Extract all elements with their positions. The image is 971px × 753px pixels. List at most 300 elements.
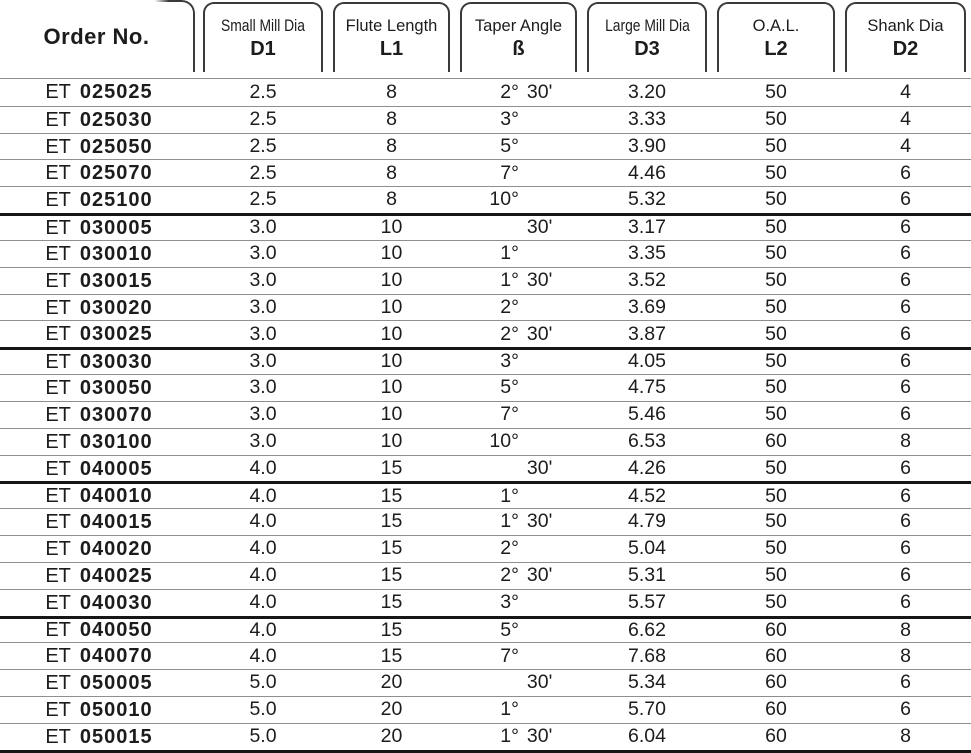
order-number: 040070 [79,645,153,668]
order-prefix: ET [45,269,71,292]
taper-degrees: 1° [500,268,519,291]
cell-d2: 4 [900,134,911,157]
order-prefix: ET [45,323,71,346]
cell-d3: 4.46 [628,161,666,184]
cell-taper-angle [455,484,582,507]
cell-l1: 8 [386,107,397,130]
cell-taper-angle [455,218,582,238]
cell-d1: 4.0 [249,510,277,533]
order-cell [0,218,198,238]
column-title: Large Mill Dia [604,16,690,35]
table-row [0,320,971,347]
order-cell [0,378,198,398]
order-prefix: ET [45,135,71,158]
cell-d3: 5.57 [628,590,666,613]
table-row [0,455,971,482]
cell-l1: 10 [380,295,403,318]
order-cell [0,486,198,506]
header-cell [328,2,455,72]
cell-d1: 3.0 [249,216,277,239]
taper-minutes: 30' [526,564,553,587]
cell-taper-angle [455,566,582,586]
cell-taper-angle [455,80,582,103]
order-number: 025070 [79,162,153,185]
order-cell [0,324,198,344]
table-row [0,696,971,723]
cell-taper-angle [455,134,582,157]
order-cell [0,190,198,210]
order-number: 040050 [79,619,153,642]
column-symbol: D1 [250,37,276,60]
order-number: 030015 [79,269,153,292]
order-number: 040025 [79,564,153,587]
cell-d1: 3.0 [249,403,277,426]
order-prefix: ET [45,242,71,265]
order-number: 040030 [79,591,153,614]
table-row [0,669,971,696]
order-number: 030025 [79,323,153,346]
cell-d3: 6.53 [628,429,666,452]
cell-d2: 6 [900,268,911,291]
cell-d2: 6 [900,322,911,345]
cell-d3: 4.26 [628,456,666,479]
cell-l2: 50 [765,510,787,533]
order-prefix: ET [45,296,71,319]
cell-l2: 60 [765,671,787,694]
cell-d3: 5.70 [628,698,666,721]
cell-d1: 5.0 [249,698,277,721]
order-number: 025100 [79,189,153,212]
cell-d2: 6 [900,510,911,533]
taper-degrees: 7° [500,403,519,426]
taper-degrees: 10° [489,188,519,211]
cell-d1: 4.0 [249,484,277,507]
order-prefix: ET [45,162,71,185]
cell-l2: 60 [765,698,787,721]
cell-l1: 10 [380,350,403,373]
taper-degrees: 5° [500,134,519,157]
order-prefix: ET [45,189,71,212]
order-cell [0,244,198,264]
cell-l2: 50 [765,242,787,265]
cell-l1: 8 [386,134,397,157]
order-cell [0,82,198,102]
column-symbol: D2 [892,37,919,60]
order-number: 025025 [79,81,153,104]
cell-l2: 50 [765,322,787,345]
cell-l1: 10 [380,322,403,345]
taper-minutes: 30' [526,510,553,533]
order-cell [0,432,198,452]
cell-d3: 3.33 [628,107,666,130]
cell-d3: 5.32 [628,188,666,211]
order-cell [0,298,198,318]
table-row [0,723,971,750]
taper-degrees: 2° [500,295,519,318]
order-cell [0,700,198,720]
cell-l2: 50 [765,295,787,318]
table-row [0,267,971,294]
taper-minutes: 30' [526,456,553,479]
order-cell [0,271,198,291]
table-row [0,535,971,562]
cell-d1: 2.5 [249,161,277,184]
taper-degrees: 3° [500,590,519,613]
cell-d2: 6 [900,216,911,239]
taper-degrees: 3° [500,107,519,130]
taper-minutes: 30' [526,80,553,103]
cell-l1: 10 [380,429,403,452]
table-row [0,562,971,589]
taper-degrees: 5° [500,376,519,399]
cell-l1: 10 [380,242,403,265]
cell-d1: 3.0 [249,322,277,345]
order-number: 040020 [79,537,153,560]
column-symbol: ß [512,37,525,60]
cell-l1: 20 [380,671,403,694]
order-prefix: ET [45,698,71,721]
cell-l1: 8 [386,161,397,184]
cell-d2: 6 [900,484,911,507]
cell-l1: 20 [380,698,403,721]
order-number: 050010 [79,698,153,721]
cell-l1: 15 [380,564,403,587]
order-number: 040015 [79,511,153,534]
taper-degrees: 1° [500,510,519,533]
cell-l2: 50 [765,564,787,587]
column-symbol: D3 [634,37,660,60]
cell-d2: 4 [900,80,911,103]
cell-d1: 4.0 [249,537,277,560]
cell-d3: 5.34 [628,671,666,694]
cell-taper-angle [455,295,582,318]
order-number: 030050 [79,377,153,400]
cell-d3: 3.17 [628,216,666,239]
order-cell [0,110,198,130]
cell-d2: 6 [900,537,911,560]
cell-d1: 4.0 [249,590,277,613]
column-symbol: L2 [764,37,788,60]
cell-d3: 3.20 [628,80,666,103]
column-title: Small Mill Dia [221,16,305,35]
cell-d2: 6 [900,295,911,318]
cell-l1: 15 [380,537,403,560]
table-row [0,481,971,508]
table-row [0,401,971,428]
cell-d1: 4.0 [249,644,277,667]
cell-d2: 8 [900,644,911,667]
cell-l1: 8 [386,188,397,211]
cell-l2: 50 [765,484,787,507]
cell-d2: 6 [900,161,911,184]
cell-l2: 50 [765,403,787,426]
order-prefix: ET [45,403,71,426]
taper-minutes: 30' [526,322,553,345]
order-prefix: ET [45,672,71,695]
order-prefix: ET [45,377,71,400]
order-prefix: ET [45,217,71,240]
cell-d3: 7.68 [628,644,666,667]
header-cell [198,2,328,72]
cell-d2: 6 [900,564,911,587]
cell-l2: 50 [765,537,787,560]
header-cell [582,2,712,72]
order-prefix: ET [45,81,71,104]
cell-taper-angle [455,190,582,210]
cell-d3: 3.90 [628,134,666,157]
order-prefix: ET [45,457,71,480]
cell-l1: 15 [380,590,403,613]
order-prefix: ET [45,725,71,748]
order-number: 050005 [79,672,153,695]
cell-d3: 3.69 [628,295,666,318]
order-number: 025050 [79,135,153,158]
table-row [0,589,971,616]
cell-d3: 4.05 [628,350,666,373]
column-title: Order No. [43,24,150,49]
cell-l1: 15 [380,456,403,479]
table-row [0,508,971,535]
table-row [0,374,971,401]
cell-taper-angle [455,352,582,372]
order-prefix: ET [45,108,71,131]
cell-l2: 50 [765,134,787,157]
order-cell [0,646,198,666]
cell-l1: 15 [380,510,403,533]
cell-taper-angle [455,378,582,398]
table-row [0,133,971,160]
order-prefix: ET [45,619,71,642]
table-row [0,616,971,643]
taper-degrees: 3° [500,350,519,373]
order-prefix: ET [45,430,71,453]
order-prefix: ET [45,564,71,587]
cell-d2: 4 [900,107,911,130]
cell-d3: 4.79 [628,510,666,533]
cell-taper-angle [455,700,582,720]
order-cell [0,727,198,747]
order-number: 030005 [79,217,153,240]
cell-l2: 50 [765,161,787,184]
order-cell [0,566,198,586]
taper-degrees: 2° [500,537,519,560]
cell-taper-angle [455,644,582,667]
column-header-d3 [587,2,707,72]
cell-d1: 5.0 [249,725,277,748]
taper-degrees: 1° [500,725,519,748]
table-row [0,213,971,240]
cell-d3: 5.46 [628,403,666,426]
cell-d2: 6 [900,376,911,399]
cell-l1: 15 [380,644,403,667]
cell-d1: 4.0 [249,564,277,587]
taper-minutes: 30' [526,725,553,748]
order-number: 040010 [79,485,153,508]
cell-l1: 10 [380,216,403,239]
order-number: 050015 [79,725,153,748]
cell-d2: 6 [900,242,911,265]
cell-l2: 50 [765,188,787,211]
order-number: 025030 [79,108,153,131]
cell-d1: 3.0 [249,376,277,399]
cell-taper-angle [455,539,582,559]
cell-d3: 4.52 [628,484,666,507]
cell-taper-angle [455,456,582,479]
cell-d1: 3.0 [249,268,277,291]
header-cell [0,2,198,72]
cell-taper-angle [455,618,582,641]
cell-d1: 4.0 [249,618,277,641]
cell-d3: 4.75 [628,376,666,399]
cell-l1: 10 [380,376,403,399]
order-prefix: ET [45,591,71,614]
column-header-l2 [717,2,835,72]
order-number: 030070 [79,403,153,426]
taper-minutes: 30' [526,268,553,291]
order-cell [0,405,198,425]
order-cell [0,620,198,640]
order-cell [0,539,198,559]
cell-l2: 50 [765,107,787,130]
column-title: Flute Length [345,16,438,35]
cell-l2: 50 [765,376,787,399]
cell-d2: 8 [900,725,911,748]
order-number: 030030 [79,351,153,374]
taper-degrees: 5° [500,618,519,641]
taper-degrees: 1° [500,698,519,721]
column-title: Shank Dia [867,16,944,35]
cell-l2: 50 [765,268,787,291]
table-row [0,428,971,455]
cell-d1: 3.0 [249,350,277,373]
cell-d2: 6 [900,350,911,373]
order-prefix: ET [45,511,71,534]
taper-degrees: 7° [500,644,519,667]
cell-d2: 6 [900,698,911,721]
column-header-l1 [333,2,450,72]
cell-l2: 50 [765,350,787,373]
cell-d2: 8 [900,618,911,641]
cell-taper-angle [455,512,582,532]
cell-d3: 5.31 [628,564,666,587]
cell-l2: 60 [765,618,787,641]
table-row [0,240,971,267]
cell-d2: 6 [900,671,911,694]
order-cell [0,512,198,532]
order-prefix: ET [45,645,71,668]
order-number: 030010 [79,242,153,265]
cell-taper-angle [455,161,582,184]
cell-l1: 10 [380,403,403,426]
table-row [0,106,971,133]
cell-l1: 8 [386,80,397,103]
cell-d2: 8 [900,429,911,452]
order-cell [0,163,198,183]
taper-degrees: 2° [500,80,519,103]
taper-degrees: 7° [500,161,519,184]
column-header-taper [460,2,577,72]
cell-l2: 50 [765,80,787,103]
cell-l1: 20 [380,725,403,748]
taper-degrees: 2° [500,564,519,587]
cell-taper-angle [455,727,582,747]
order-prefix: ET [45,351,71,374]
order-cell [0,137,198,157]
order-cell [0,459,198,479]
column-header-d2 [845,2,966,72]
table-row [0,294,971,321]
taper-minutes: 30' [526,671,553,694]
order-number: 030100 [79,430,153,453]
cell-l2: 50 [765,590,787,613]
cell-d3: 3.52 [628,268,666,291]
cell-d1: 3.0 [249,429,277,452]
cell-l1: 15 [380,484,403,507]
cell-taper-angle [455,244,582,264]
cell-taper-angle [455,107,582,130]
taper-degrees: 1° [500,242,519,265]
cell-d1: 3.0 [249,295,277,318]
column-title: O.A.L. [752,16,800,35]
cell-d2: 6 [900,188,911,211]
cell-taper-angle [455,405,582,425]
cell-l2: 50 [765,216,787,239]
order-number: 030020 [79,296,153,319]
taper-degrees: 2° [500,322,519,345]
cell-d1: 3.0 [249,242,277,265]
cell-d3: 6.04 [628,725,666,748]
cell-d3: 6.62 [628,618,666,641]
order-cell [0,673,198,693]
table-row [0,642,971,669]
cell-taper-angle [455,429,582,452]
cell-d1: 2.5 [249,134,277,157]
table-row [0,186,971,213]
header-cell [455,2,582,72]
cell-l2: 60 [765,725,787,748]
cell-d3: 3.87 [628,322,666,345]
cell-d3: 5.04 [628,537,666,560]
cell-taper-angle [455,673,582,693]
cell-l1: 10 [380,268,403,291]
column-symbol: L1 [379,37,404,60]
cell-d2: 6 [900,456,911,479]
taper-degrees: 10° [489,429,519,452]
table-body [0,78,971,753]
header-row [0,0,971,78]
cell-d1: 2.5 [249,107,277,130]
cell-d3: 3.35 [628,242,666,265]
cell-taper-angle [455,590,582,613]
cell-taper-angle [455,268,582,291]
taper-degrees: 1° [500,484,519,507]
cell-d1: 5.0 [249,671,277,694]
table-row [0,79,971,106]
column-header-d1 [203,2,323,72]
cell-d1: 2.5 [249,188,277,211]
taper-minutes: 30' [526,216,553,239]
cell-l2: 60 [765,644,787,667]
cell-taper-angle [455,322,582,345]
order-cell [0,352,198,372]
cell-d1: 4.0 [249,456,277,479]
cell-l2: 60 [765,429,787,452]
cell-l2: 50 [765,456,787,479]
header-cell [712,2,840,72]
cell-d1: 2.5 [249,80,277,103]
column-title: Taper Angle [474,16,563,35]
order-number: 040005 [79,457,153,480]
